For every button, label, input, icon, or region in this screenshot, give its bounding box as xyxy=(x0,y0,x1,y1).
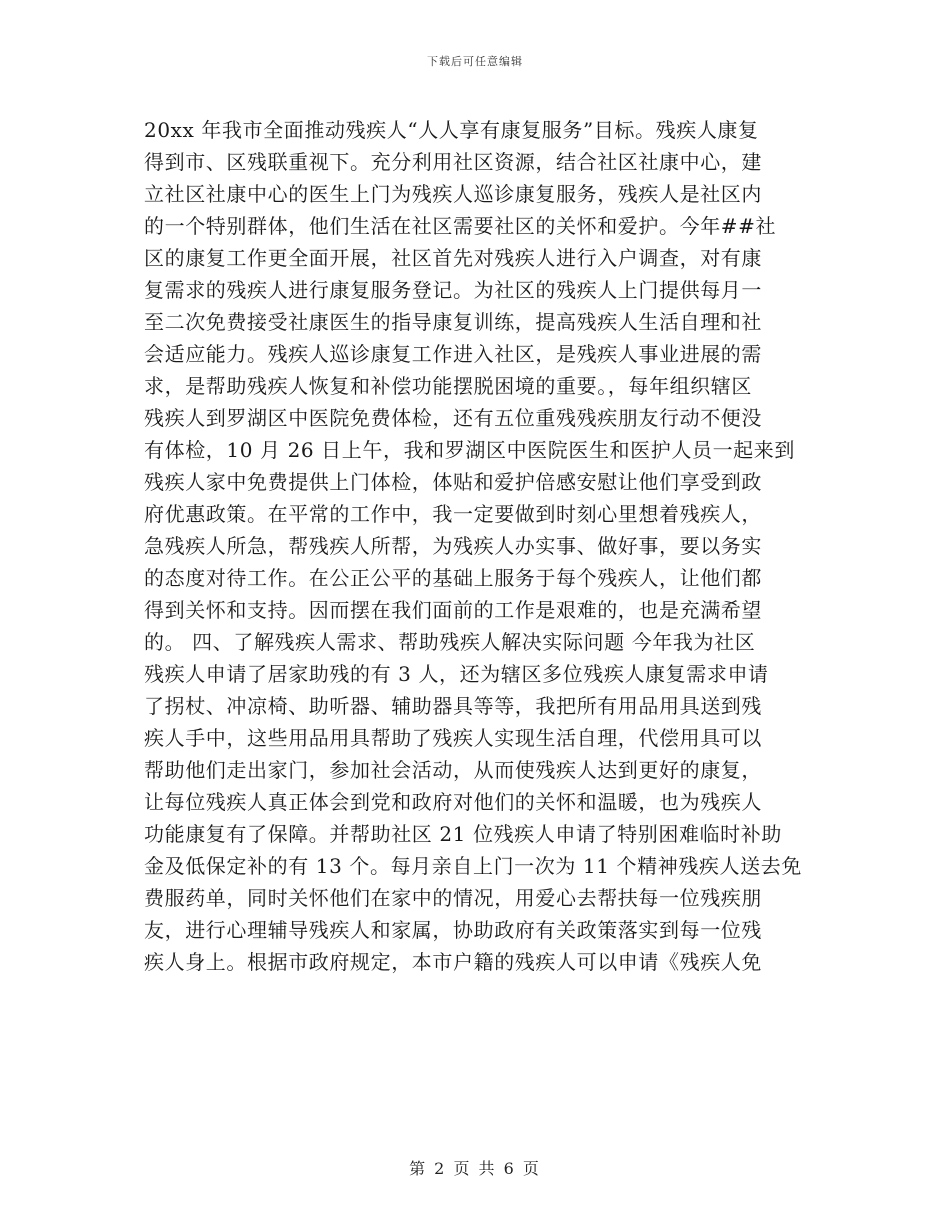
page-footer: 第 2 页 共 6 页 xyxy=(409,1159,541,1178)
body-line: 了拐杖、冲凉椅、助听器、辅助器具等等，我把所有用品用具送到残 xyxy=(144,694,762,718)
body-line: 帮助他们走出家门，参加社会活动，从而使残疾人达到更好的康复， xyxy=(144,758,762,782)
body-line: 金及低保定补的有 13 个。每月亲自上门一次为 11 个精神残疾人送去免 xyxy=(144,854,802,878)
body-line: 残疾人申请了居家助残的有 3 人，还为辖区多位残疾人康复需求申请 xyxy=(144,662,769,686)
body-line: 的一个特别群体，他们生活在社区需要社区的关怀和爱护。今年##社 xyxy=(144,214,777,238)
document-body xyxy=(144,114,804,978)
body-line: 残疾人到罗湖区中医院免费体检，还有五位重残残疾朋友行动不便没 xyxy=(144,406,762,430)
body-line: 府优惠政策。在平常的工作中，我一定要做到时刻心里想着残疾人， xyxy=(144,502,762,526)
body-line: 让每位残疾人真正体会到党和政府对他们的关怀和温暖，也为残疾人 xyxy=(144,790,762,814)
body-line: 得到关怀和支持。因而摆在我们面前的工作是艰难的，也是充满希望 xyxy=(144,598,762,622)
body-line: 20xx 年我市全面推动残疾人“人人享有康复服务”目标。残疾人康复 xyxy=(144,118,759,142)
page-header: 下载后可任意编辑 xyxy=(427,55,523,68)
body-line: 立社区社康中心的医生上门为残疾人巡诊康复服务，残疾人是社区内 xyxy=(144,182,762,206)
body-line: 的。 四、了解残疾人需求、帮助残疾人解决实际问题 今年我为社区 xyxy=(144,630,756,654)
body-line: 残疾人家中免费提供上门体检，体贴和爱护倍感安慰让他们享受到政 xyxy=(144,470,762,494)
body-line: 区的康复工作更全面开展，社区首先对残疾人进行入户调查，对有康 xyxy=(144,246,762,270)
body-line: 求，是帮助残疾人恢复和补偿功能摆脱困境的重要。，每年组织辖区 xyxy=(144,374,752,398)
body-line: 得到市、区残联重视下。充分利用社区资源，结合社区社康中心，建 xyxy=(144,150,762,174)
body-line: 友，进行心理辅导残疾人和家属，协助政府有关政策落实到每一位残 xyxy=(144,918,762,942)
body-line: 复需求的残疾人进行康复服务登记。为社区的残疾人上门提供每月一 xyxy=(144,278,762,302)
body-line: 疾人身上。根据市政府规定，本市户籍的残疾人可以申请《残疾人免 xyxy=(144,950,762,974)
body-line: 功能康复有了保障。并帮助社区 21 位残疾人申请了特别困难临时补助 xyxy=(144,822,782,846)
body-line: 急残疾人所急，帮残疾人所帮，为残疾人办实事、做好事，要以务实 xyxy=(144,534,762,558)
body-line: 疾人手中，这些用品用具帮助了残疾人实现生活自理，代偿用具可以 xyxy=(144,726,762,750)
body-line: 的态度对待工作。在公正公平的基础上服务于每个残疾人，让他们都 xyxy=(144,566,762,590)
body-line: 至二次免费接受社康医生的指导康复训练，提高残疾人生活自理和社 xyxy=(144,310,762,334)
body-line: 会适应能力。残疾人巡诊康复工作进入社区，是残疾人事业进展的需 xyxy=(144,342,762,366)
body-line: 费服药单，同时关怀他们在家中的情况，用爱心去帮扶每一位残疾朋 xyxy=(144,886,762,910)
body-line: 有体检，10 月 26 日上午，我和罗湖区中医院医生和医护人员一起来到 xyxy=(144,438,795,462)
